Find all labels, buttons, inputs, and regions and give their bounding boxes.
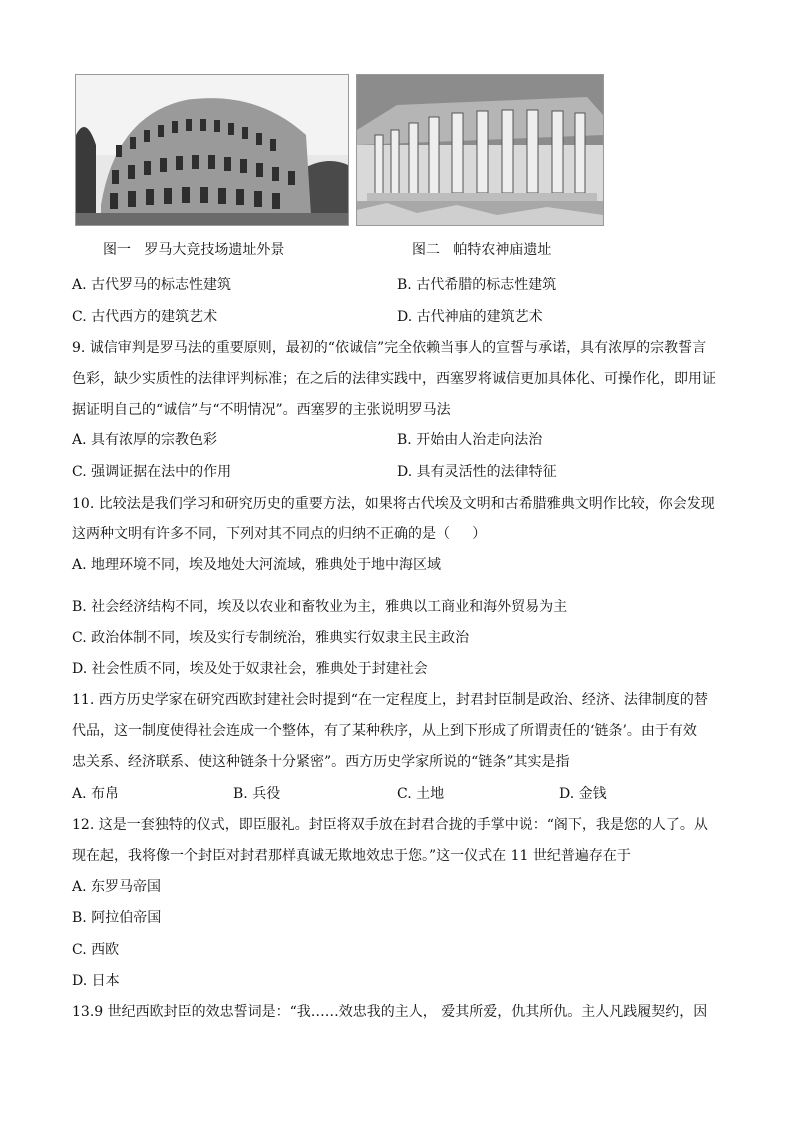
figure-1-caption: 图一 罗马大竞技场遗址外景 bbox=[103, 242, 285, 258]
q11-option-a: A. 布帛 bbox=[72, 786, 120, 802]
q13-stem-line-1: 13.9 世纪西欧封臣的效忠誓词是：“我……效忠我的主人， 爱其所爱，仇其所仇。主人凡践履契约，因 bbox=[72, 1004, 708, 1020]
q12-stem-line-1: 12. 这是一套独特的仪式，即臣服礼。封臣将双手放在封君合拢的手掌中说：“阁下，我是您的人了。从 bbox=[72, 817, 708, 833]
q12-option-a: A. 东罗马帝国 bbox=[72, 879, 162, 895]
q12-option-d: D. 日本 bbox=[72, 973, 120, 989]
q8-option-a: A. 古代罗马的标志性建筑 bbox=[72, 277, 232, 293]
q11-stem-line-3: 忠关系、经济联系、使这种链条十分紧密”。西方历史学家所说的“链条”其实是指 bbox=[72, 754, 570, 770]
q9-stem-line-3: 据证明自己的“诚信”与“不明情况”。西塞罗的主张说明罗马法 bbox=[72, 402, 451, 418]
q10-stem-line-1: 10. 比较法是我们学习和研究历史的重要方法，如果将古代埃及文明和古希腊雅典文明作比较，你会发现 bbox=[72, 496, 715, 512]
q9-stem-line-1: 9. 诚信审判是罗马法的重要原则，最初的“依诚信”完全依赖当事人的宣誓与承诺，具有浓厚的宗教誓言 bbox=[72, 340, 707, 356]
q8-option-b: B. 古代希腊的标志性建筑 bbox=[397, 277, 557, 293]
q10-option-c: C. 政治体制不同，埃及实行专制统治，雅典实行奴隶主民主政治 bbox=[72, 630, 470, 646]
q10-option-d: D. 社会性质不同，埃及处于奴隶社会，雅典处于封建社会 bbox=[72, 661, 428, 677]
q8-option-c: C. 古代西方的建筑艺术 bbox=[72, 309, 218, 325]
q9-stem-line-2: 色彩，缺少实质性的法律评判标准；在之后的法律实践中，西塞罗将诚信更加具体化、可操作化，即用证 bbox=[72, 371, 716, 387]
parthenon-photo bbox=[356, 74, 604, 226]
q11-option-b: B. 兵役 bbox=[233, 786, 281, 802]
q12-stem-line-2: 现在起，我将像一个封臣对封君那样真诚无欺地效忠于您。”这一仪式在 11 世纪普遍存在于 bbox=[72, 848, 631, 864]
q10-option-b: B. 社会经济结构不同，埃及以农业和畜牧业为主，雅典以工商业和海外贸易为主 bbox=[72, 599, 568, 615]
q11-option-c: C. 土地 bbox=[397, 786, 445, 802]
q11-stem-line-2: 代品，这一制度使得社会连成一个整体，有了某种秩序，从上到下形成了所谓责任的‘链条’。由于有效 bbox=[72, 723, 697, 739]
q9-option-a: A. 具有浓厚的宗教色彩 bbox=[72, 432, 218, 448]
figure-2-caption: 图二 帕特农神庙遗址 bbox=[412, 242, 552, 258]
q10-option-a: A. 地理环境不同，埃及地处大河流域，雅典处于地中海区域 bbox=[72, 557, 442, 573]
q11-stem-line-1: 11. 西方历史学家在研究西欧封建社会时提到“在一定程度上，封君封臣制是政治、经济、法律制度的替 bbox=[72, 692, 708, 708]
q10-stem-line-2: 这两种文明有许多不同，下列对其不同点的归纳不正确的是（ ） bbox=[72, 526, 487, 542]
q9-option-b: B. 开始由人治走向法治 bbox=[397, 432, 543, 448]
q8-option-d: D. 古代神庙的建筑艺术 bbox=[397, 309, 543, 325]
q12-option-b: B. 阿拉伯帝国 bbox=[72, 910, 162, 926]
q9-option-c: C. 强调证据在法中的作用 bbox=[72, 464, 232, 480]
colosseum-photo bbox=[75, 74, 349, 226]
q11-option-d: D. 金钱 bbox=[559, 786, 607, 802]
q9-option-d: D. 具有灵活性的法律特征 bbox=[397, 464, 557, 480]
q12-option-c: C. 西欧 bbox=[72, 942, 120, 958]
